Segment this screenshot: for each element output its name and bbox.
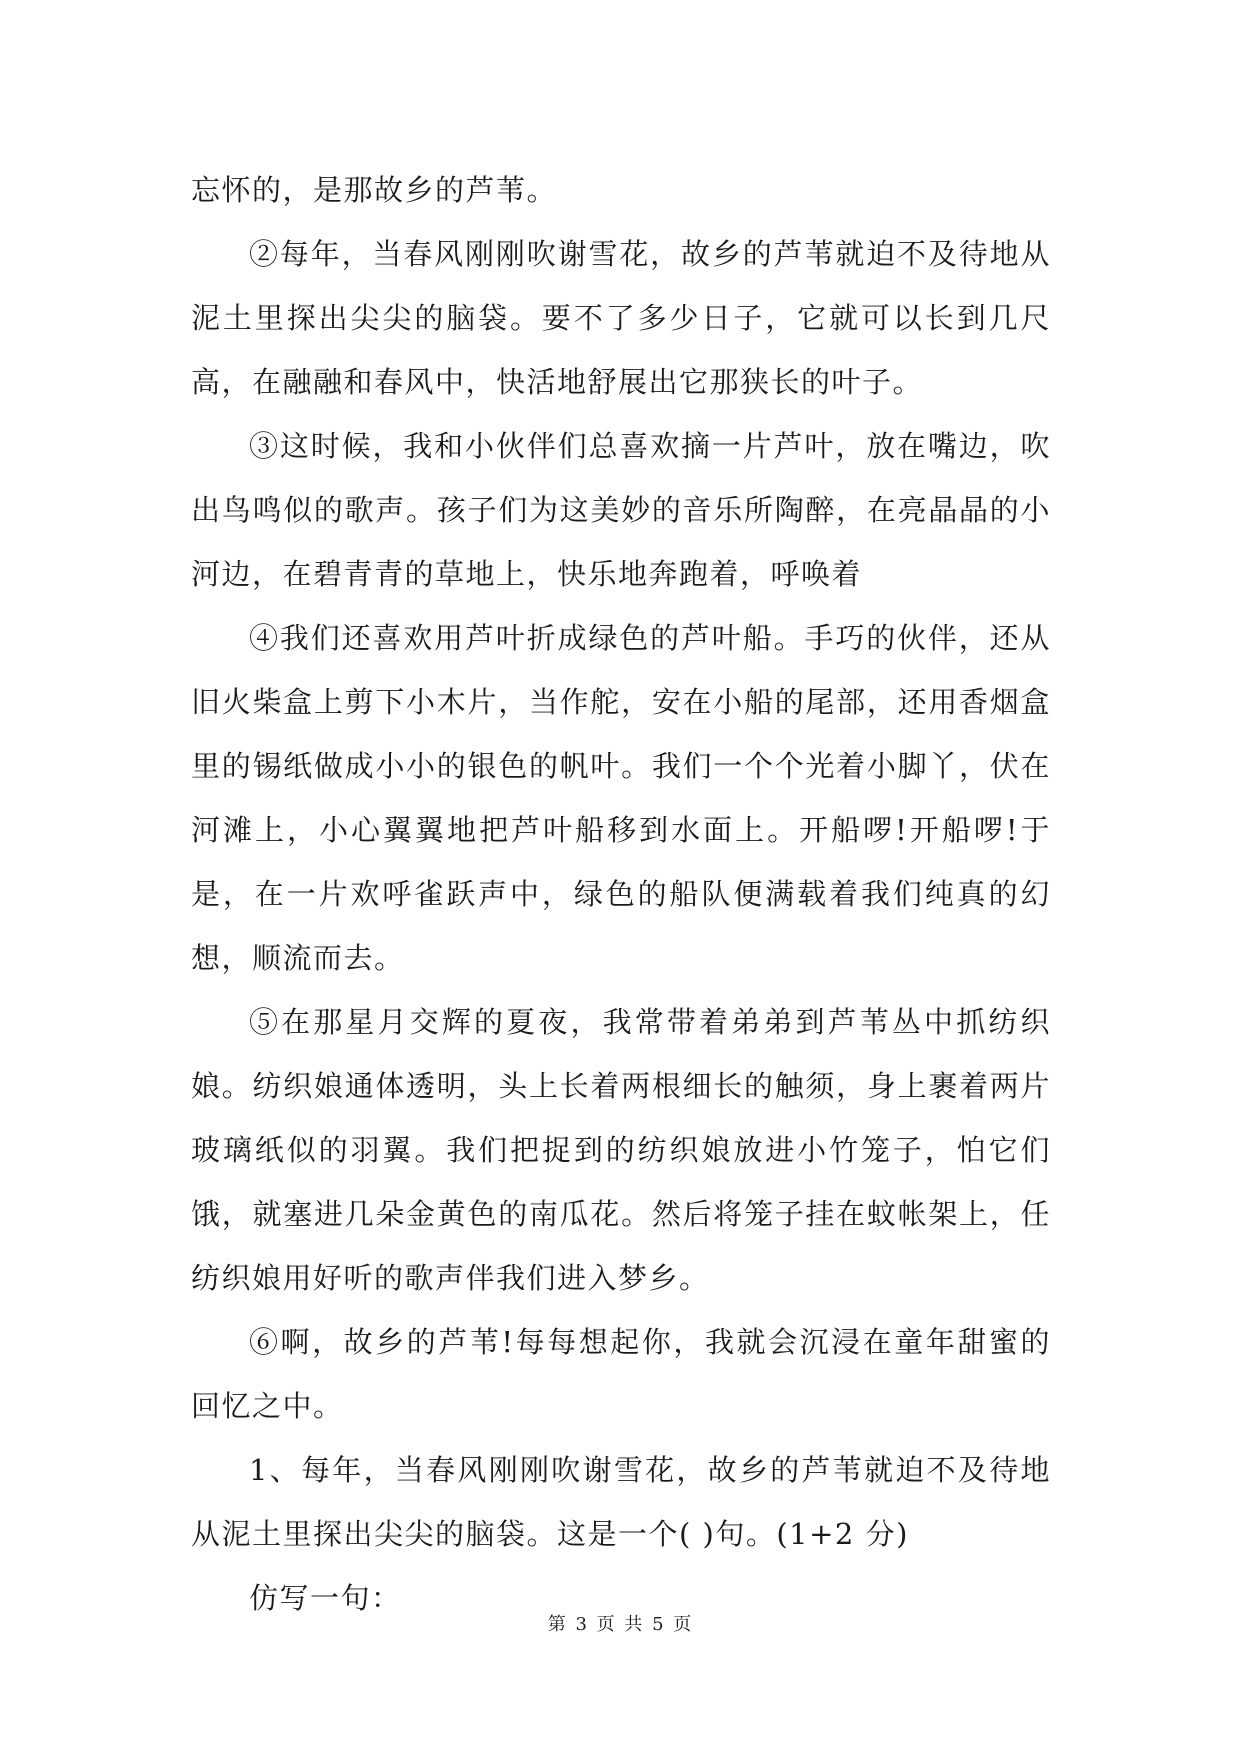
paragraph-2: ②每年，当春风刚刚吹谢雪花，故乡的芦苇就迫不及待地从泥土里探出尖尖的脑袋。要不了多少日子，它就可以长到几尺高，在融融和春风中，快活地舒展出它那狭长的叶子。	[191, 237, 1051, 399]
paragraph-1: 忘怀的，是那故乡的芦苇。	[191, 173, 558, 207]
paragraph-6: ⑥啊，故乡的芦苇!每每想起你，我就会沉浸在童年甜蜜的回忆之中。	[191, 1325, 1051, 1423]
article-body	[191, 158, 1051, 1630]
page-number-footer: 第 3 页 共 5 页	[547, 1614, 694, 1635]
paragraph-4: ④我们还喜欢用芦叶折成绿色的芦叶船。手巧的伙伴，还从旧火柴盒上剪下小木片，当作舵，安在小船的尾部，还用香烟盒里的锡纸做成小小的银色的帆叶。我们一个个光着小脚丫，伏在河滩上，小心翼翼地把芦叶船移到水面上。开船啰!开船啰!于是，在一片欢呼雀跃声中，绿色的船队便满载着我们纯真的幻想，顺流而去。	[191, 621, 1051, 975]
question-1: 1、每年，当春风刚刚吹谢雪花，故乡的芦苇就迫不及待地从泥土里探出尖尖的脑袋。这是一个( )句。(1+2 分)	[191, 1453, 1051, 1551]
question-1-imitation-prompt: 仿写一句：	[249, 1581, 402, 1615]
paragraph-5: ⑤在那星月交辉的夏夜，我常带着弟弟到芦苇丛中抓纺织娘。纺织娘通体透明，头上长着两根细长的触须，身上裹着两片玻璃纸似的羽翼。我们把捉到的纺织娘放进小竹笼子，怕它们饿，就塞进几朵金黄色的南瓜花。然后将笼子挂在蚊帐架上，任纺织娘用好听的歌声伴我们进入梦乡。	[191, 1005, 1051, 1295]
paragraph-3: ③这时候，我和小伙伴们总喜欢摘一片芦叶，放在嘴边，吹出鸟鸣似的歌声。孩子们为这美妙的音乐所陶醉，在亮晶晶的小河边，在碧青青的草地上，快乐地奔跑着，呼唤着	[191, 429, 1051, 591]
